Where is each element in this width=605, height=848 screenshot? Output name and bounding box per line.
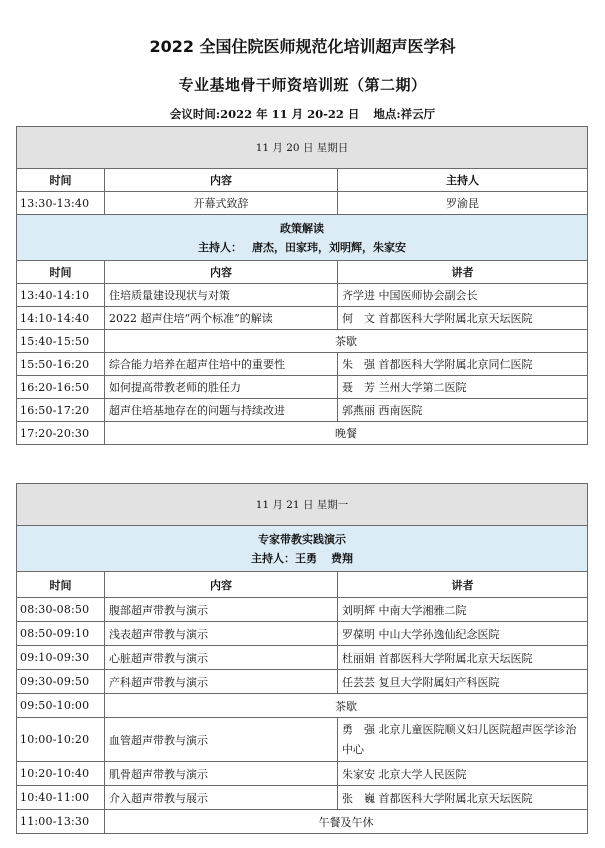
row-speaker xyxy=(338,646,588,670)
policy-hosts-names: 唐杰，田家玮，刘明辉，朱家安 xyxy=(252,240,406,254)
col-content-header: 内容 xyxy=(105,261,338,284)
row-speaker xyxy=(338,376,588,399)
day2-date: 11 月 21 日 星期一 xyxy=(17,484,588,526)
row-time: 17:20-20:30 xyxy=(17,422,105,445)
col-host-header: 主持人 xyxy=(338,169,588,192)
speaker-org: 北京大学人民医院 xyxy=(378,767,467,781)
row-speaker xyxy=(338,399,588,422)
speaker-name: 刘明辉 xyxy=(342,603,375,617)
row-content: 超声住培基地存在的问题与持续改进 xyxy=(105,399,338,422)
table-row xyxy=(17,718,588,762)
speaker-name: 杜丽娟 xyxy=(342,651,375,665)
practice-hosts-label: 主持人： xyxy=(251,551,295,565)
break-label: 晚餐 xyxy=(105,422,588,445)
meeting-venue: 地点:祥云厅 xyxy=(373,107,436,121)
table-row xyxy=(17,353,588,376)
row-speaker xyxy=(338,622,588,646)
day2-schedule-table xyxy=(16,483,588,834)
speaker-org: 西南医院 xyxy=(378,404,423,417)
row-time: 16:20-16:50 xyxy=(17,376,105,399)
speaker-org: 首都医科大学附属北京天坛医院 xyxy=(378,791,533,805)
col-content-header: 内容 xyxy=(105,572,338,598)
practice-host-2: 费翔 xyxy=(331,551,353,565)
row-time: 10:20-10:40 xyxy=(17,762,105,786)
speaker-name: 聂 芳 xyxy=(342,381,375,394)
row-speaker xyxy=(338,786,588,810)
row-speaker xyxy=(338,598,588,622)
col-speaker-header: 讲者 xyxy=(338,572,588,598)
policy-session-hosts xyxy=(21,238,583,257)
break-row xyxy=(17,422,588,445)
day1-session-header-row xyxy=(17,261,588,284)
speaker-org: 中山大学孙逸仙纪念医院 xyxy=(378,627,500,641)
row-content: 介入超声带教与展示 xyxy=(105,786,338,810)
speaker-name: 张 巍 xyxy=(342,791,375,805)
meeting-info xyxy=(0,106,605,122)
table-row xyxy=(17,670,588,694)
row-time: 09:50-10:00 xyxy=(17,694,105,718)
break-label: 茶歇 xyxy=(105,330,588,353)
speaker-name: 朱家安 xyxy=(342,767,375,781)
meeting-time: 会议时间:2022 年 11 月 20-22 日 xyxy=(169,107,360,121)
practice-session-cell xyxy=(17,526,588,572)
row-content: 产科超声带教与演示 xyxy=(105,670,338,694)
break-label: 午餐及午休 xyxy=(105,810,588,834)
row-time: 08:30-08:50 xyxy=(17,598,105,622)
row-content: 心脏超声带教与演示 xyxy=(105,646,338,670)
table-row xyxy=(17,598,588,622)
speaker-name: 任芸芸 xyxy=(342,675,375,689)
doc-subtitle: 专业基地骨干师资培训班（第二期） xyxy=(178,76,427,94)
day1-date: 11 月 20 日 星期日 xyxy=(17,127,588,169)
opening-row xyxy=(17,192,588,215)
row-content: 2022 超声住培“两个标准”的解读 xyxy=(105,307,338,330)
table-row xyxy=(17,376,588,399)
row-time: 11:00-13:30 xyxy=(17,810,105,834)
row-content: 住培质量建设现状与对策 xyxy=(105,284,338,307)
row-speaker xyxy=(338,307,588,330)
table-row xyxy=(17,307,588,330)
table-row xyxy=(17,646,588,670)
speaker-org: 首都医科大学附属北京同仁医院 xyxy=(378,358,533,371)
policy-hosts-label: 主持人： xyxy=(198,240,242,254)
table-row xyxy=(17,762,588,786)
row-content: 血管超声带教与演示 xyxy=(105,718,338,762)
speaker-name: 郭燕丽 xyxy=(342,404,375,417)
row-content: 综合能力培养在超声住培中的重要性 xyxy=(105,353,338,376)
row-content: 浅表超声带教与演示 xyxy=(105,622,338,646)
opening-time: 13:30-13:40 xyxy=(17,192,105,215)
speaker-org: 首都医科大学附属北京天坛医院 xyxy=(378,312,533,325)
row-time: 10:00-10:20 xyxy=(17,718,105,762)
row-time: 16:50-17:20 xyxy=(17,399,105,422)
row-time: 15:50-16:20 xyxy=(17,353,105,376)
row-speaker xyxy=(338,718,588,762)
speaker-org: 首都医科大学附属北京天坛医院 xyxy=(378,651,533,665)
speaker-name: 齐学进 xyxy=(342,289,375,302)
row-time: 15:40-15:50 xyxy=(17,330,105,353)
speaker-org: 北京儿童医院顺义妇儿医院超声医学诊治中心 xyxy=(342,722,577,756)
speaker-name: 朱 强 xyxy=(342,358,375,371)
col-content-header: 内容 xyxy=(105,169,338,192)
practice-host-1: 王勇 xyxy=(295,551,317,565)
break-row xyxy=(17,330,588,353)
break-row xyxy=(17,810,588,834)
practice-session-band xyxy=(17,526,588,572)
practice-session-hosts xyxy=(21,549,583,568)
speaker-org: 中南大学湘雅二院 xyxy=(378,603,467,617)
row-time: 13:40-14:10 xyxy=(17,284,105,307)
row-content: 腹部超声带教与演示 xyxy=(105,598,338,622)
speaker-org: 复旦大学附属妇产科医院 xyxy=(378,675,500,689)
row-time: 09:30-09:50 xyxy=(17,670,105,694)
row-speaker xyxy=(338,353,588,376)
row-time: 10:40-11:00 xyxy=(17,786,105,810)
day1-header-row xyxy=(17,169,588,192)
table-row xyxy=(17,786,588,810)
col-time-header: 时间 xyxy=(17,572,105,598)
table-row xyxy=(17,284,588,307)
row-speaker xyxy=(338,670,588,694)
practice-session-title: 专家带教实践演示 xyxy=(258,532,346,546)
policy-session-cell xyxy=(17,215,588,261)
col-time-header: 时间 xyxy=(17,169,105,192)
row-content: 肌骨超声带教与演示 xyxy=(105,762,338,786)
policy-session-band xyxy=(17,215,588,261)
row-speaker xyxy=(338,284,588,307)
row-time: 08:50-09:10 xyxy=(17,622,105,646)
break-row xyxy=(17,694,588,718)
row-time: 14:10-14:40 xyxy=(17,307,105,330)
speaker-org: 兰州大学第二医院 xyxy=(378,381,467,394)
break-label: 茶歇 xyxy=(105,694,588,718)
row-time: 09:10-09:30 xyxy=(17,646,105,670)
table-row xyxy=(17,622,588,646)
opening-content: 开幕式致辞 xyxy=(105,192,338,215)
speaker-name: 勇 强 xyxy=(342,722,375,736)
speaker-name: 何 文 xyxy=(342,312,375,325)
day1-date-row xyxy=(17,127,588,169)
col-speaker-header: 讲者 xyxy=(338,261,588,284)
speaker-org: 中国医师协会副会长 xyxy=(378,289,478,302)
row-content: 如何提高带教老师的胜任力 xyxy=(105,376,338,399)
day1-schedule-table xyxy=(16,126,588,445)
day2-session-header-row xyxy=(17,572,588,598)
table-row xyxy=(17,399,588,422)
day2-date-row xyxy=(17,484,588,526)
opening-host: 罗渝昆 xyxy=(338,192,588,215)
speaker-name: 罗葆明 xyxy=(342,627,375,641)
policy-session-title: 政策解读 xyxy=(280,221,324,235)
doc-title: 2022 全国住院医师规范化培训超声医学科 xyxy=(149,37,456,56)
row-speaker xyxy=(338,762,588,786)
col-time-header: 时间 xyxy=(17,261,105,284)
